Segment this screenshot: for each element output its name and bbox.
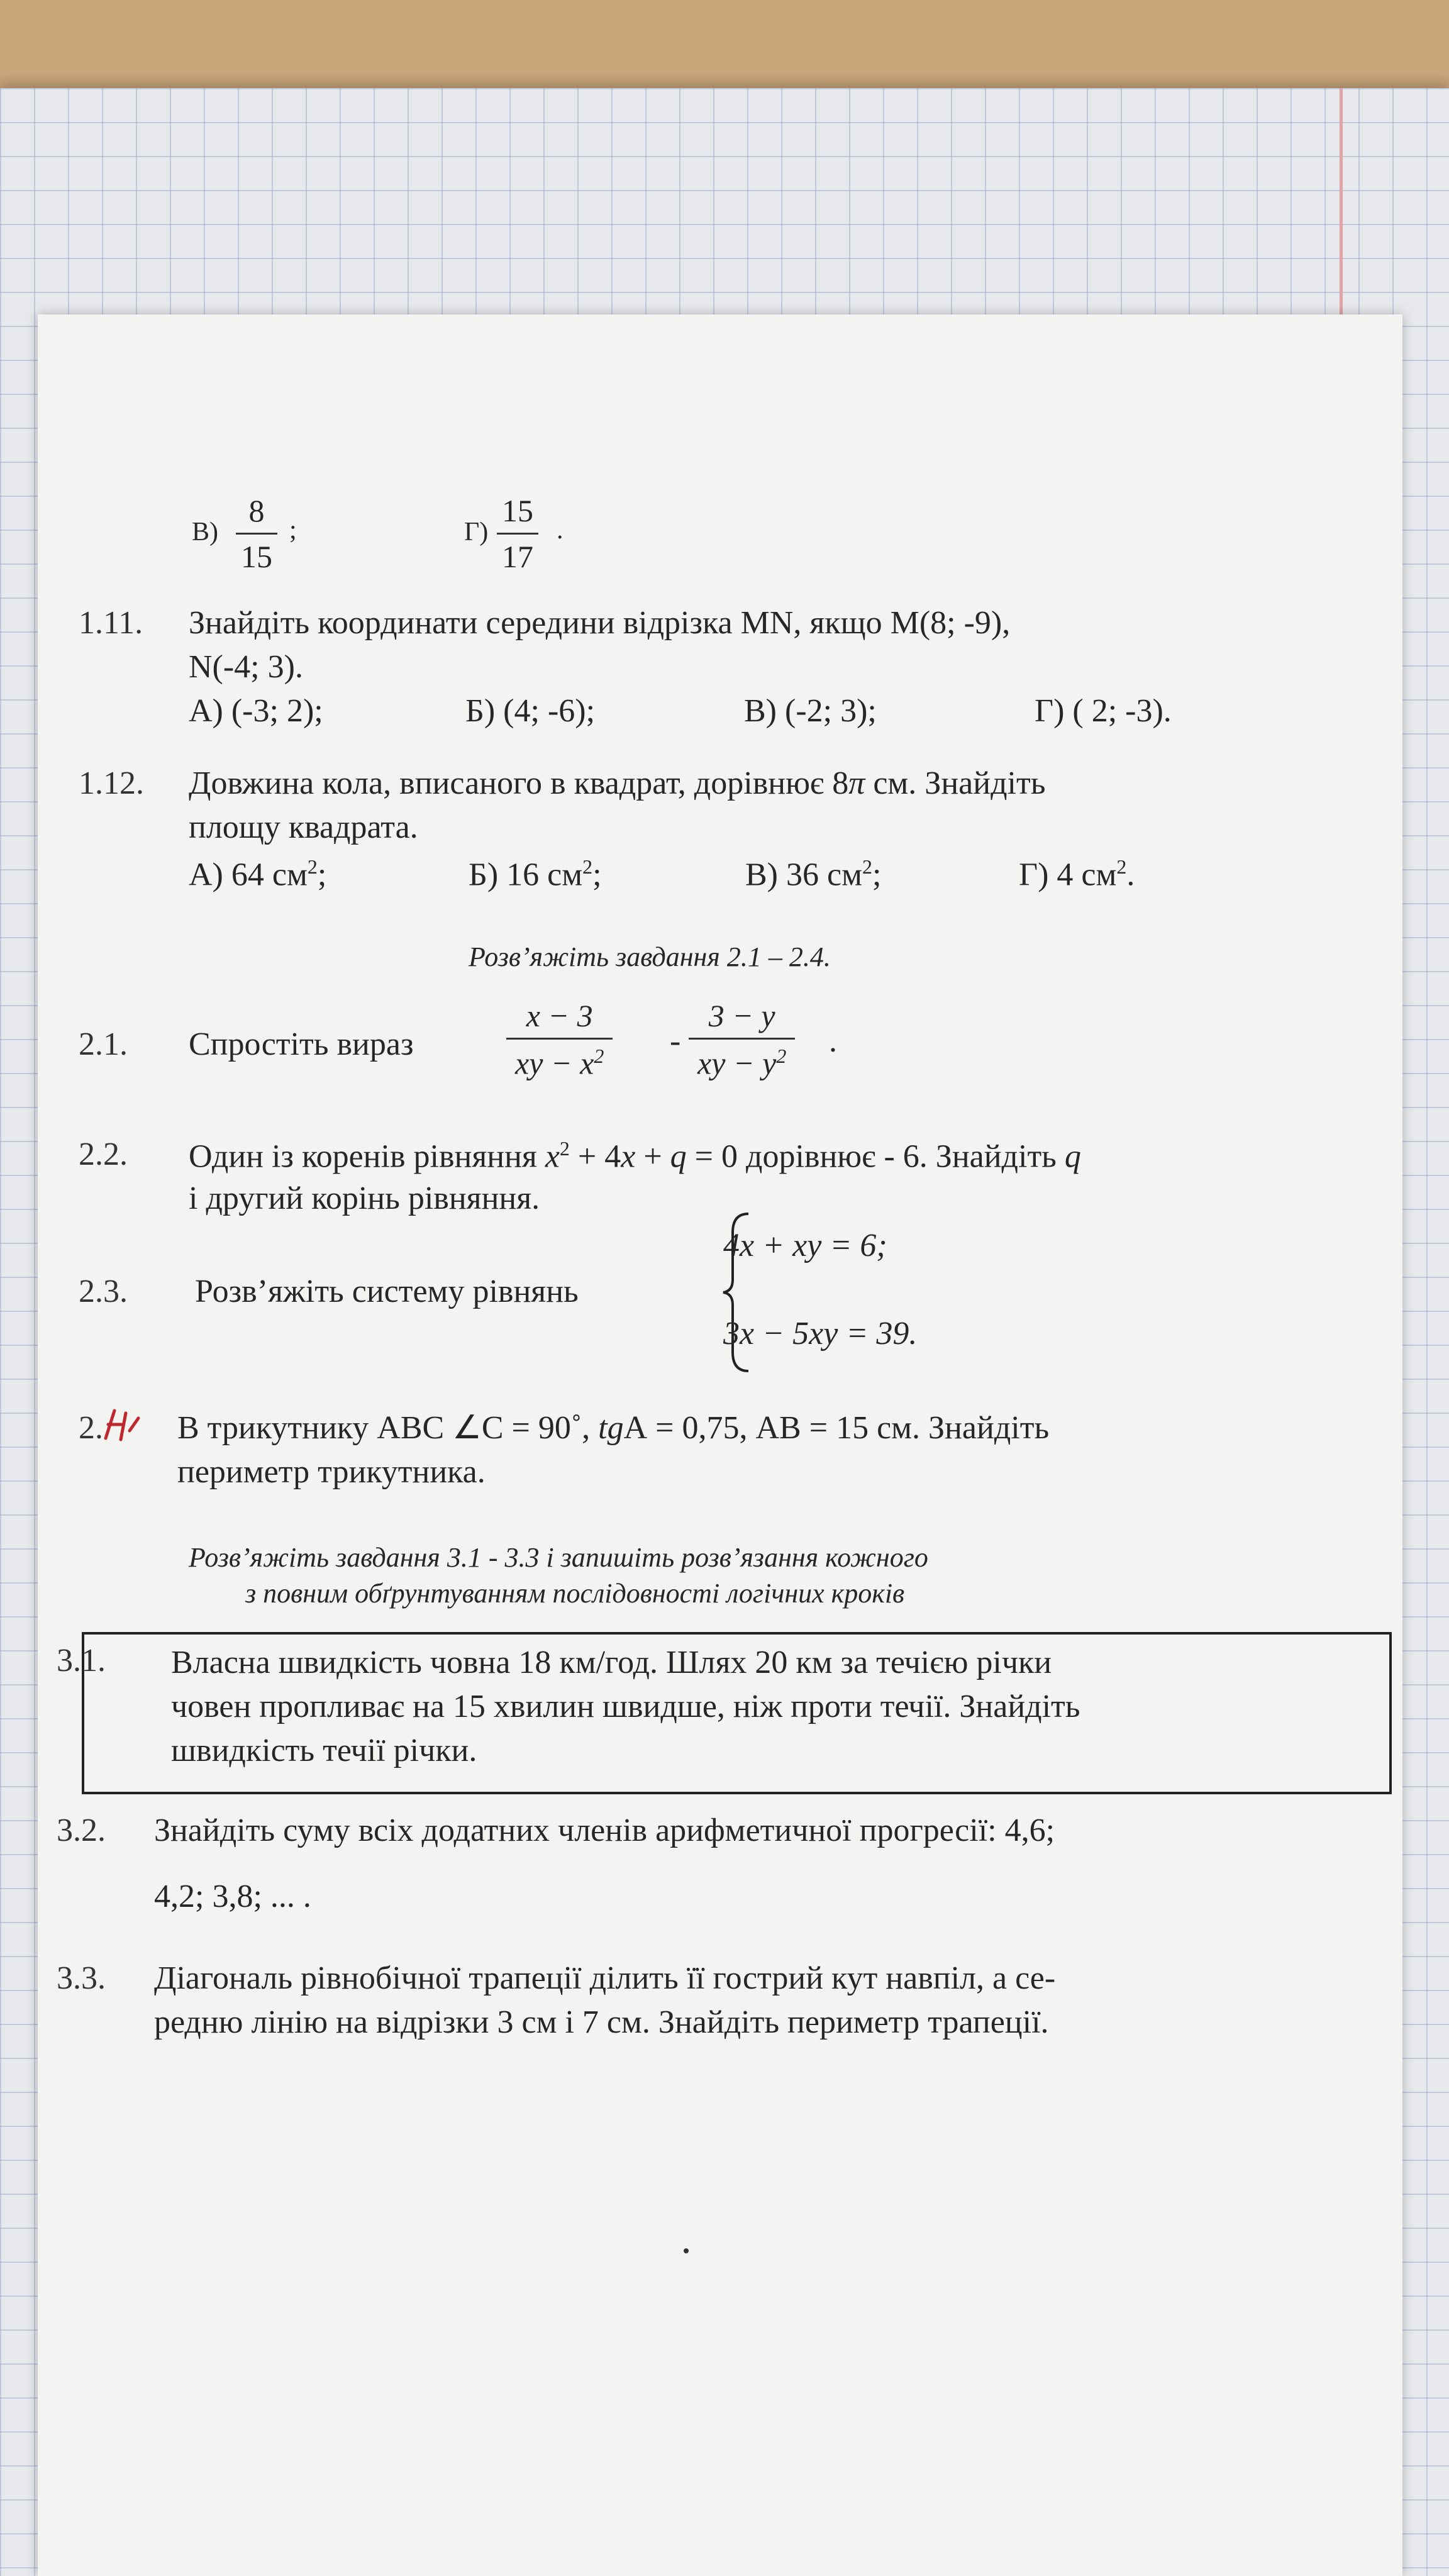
q1-10-option-v-fraction bbox=[236, 495, 277, 572]
q2-4-number: 2. bbox=[79, 1410, 103, 1446]
fraction-numerator: x − 3 bbox=[526, 998, 593, 1033]
superscript: 2 bbox=[307, 855, 318, 878]
fraction-denominator bbox=[689, 1038, 795, 1079]
superscript: 2 bbox=[559, 1137, 570, 1160]
equation-x: x bbox=[621, 1138, 636, 1175]
q2-1-fraction-1 bbox=[506, 1000, 613, 1079]
denominator-text: xy − y bbox=[697, 1045, 777, 1081]
q2-1-number: 2.1. bbox=[79, 1026, 128, 1062]
variable-q: q bbox=[1064, 1138, 1081, 1175]
q1-12-number: 1.12. bbox=[79, 765, 144, 801]
option-punct: . bbox=[1126, 857, 1135, 893]
q3-3-number: 3.3. bbox=[57, 1960, 106, 1996]
superscript: 2 bbox=[594, 1045, 604, 1067]
q2-4-text-a: В трикутнику АВС ∠С = 90˚, bbox=[177, 1410, 599, 1446]
q2-3-equation-2: 3x − 5xy = 39. bbox=[723, 1316, 918, 1352]
q3-2-number: 3.2. bbox=[57, 1813, 106, 1848]
option-text: А) 64 см bbox=[189, 857, 308, 893]
equation-q: q bbox=[670, 1138, 687, 1175]
fraction-numerator: 8 bbox=[248, 493, 265, 528]
option-text: Г) 4 см bbox=[1019, 857, 1117, 893]
q2-2-text-line2: і другий корінь рівняння. bbox=[189, 1180, 540, 1216]
q1-12-option-b bbox=[469, 857, 602, 891]
fraction-denominator: 17 bbox=[497, 533, 538, 572]
tangent-function: tg bbox=[598, 1410, 624, 1446]
equation-part: + 4 bbox=[569, 1138, 621, 1175]
q2-2-text-b: дорівнює - 6. Знайдіть bbox=[738, 1138, 1057, 1175]
q2-3-text: Розв’яжіть систему рівнянь bbox=[195, 1274, 579, 1309]
section-2-header: Розв’яжіть завдання 2.1 – 2.4. bbox=[469, 941, 831, 972]
q1-12-option-g bbox=[1019, 857, 1135, 891]
q2-1-fraction-2 bbox=[689, 1000, 795, 1079]
red-handwritten-mark-icon bbox=[101, 1406, 170, 1443]
superscript: 2 bbox=[776, 1045, 787, 1067]
q3-1-text-line2: човен пропливає на 15 хвилин швидше, ніж проти течії. Знайдіть bbox=[171, 1689, 1080, 1724]
superscript: 2 bbox=[862, 855, 872, 878]
q2-3-equation-1: 4x + xy = 6; bbox=[723, 1228, 887, 1263]
q2-1-end-dot: . bbox=[829, 1023, 837, 1059]
q1-11-option-a: А) (-3; 2); bbox=[189, 693, 323, 729]
denominator-text: xy − x bbox=[515, 1045, 594, 1081]
q2-3-number: 2.3. bbox=[79, 1274, 128, 1309]
equation-part: = 0 bbox=[686, 1138, 738, 1175]
option-text: В) 36 см bbox=[745, 857, 862, 893]
q3-3-text-line1: Діагональ рівнобічної трапеції ділить її гострий кут навпіл, а се- bbox=[154, 1960, 1056, 1996]
q1-10-option-g-dot: . bbox=[557, 516, 564, 545]
q1-11-text-line1: Знайдіть координати середини відрізка MN, якщо M(8; -9), bbox=[189, 605, 1011, 641]
fraction-denominator: 15 bbox=[236, 533, 277, 572]
q1-10-option-v-semicolon: ; bbox=[289, 516, 297, 545]
q2-1-minus: - bbox=[670, 1023, 681, 1059]
q1-11-number: 1.11. bbox=[79, 605, 143, 641]
q1-12-text-line2: площу квадрата. bbox=[189, 809, 418, 845]
section-3-header-line1: Розв’яжіть завдання 3.1 - 3.3 і запишіть розв’язання кожного bbox=[189, 1542, 928, 1573]
fraction-numerator: 3 − y bbox=[708, 998, 775, 1033]
pi-symbol: π bbox=[848, 765, 865, 801]
q2-4-text-b: А = 0,75, АВ = 15 см. Знайдіть bbox=[623, 1410, 1050, 1446]
q3-3-text-line2: редню лінію на відрізки 3 см і 7 см. Знайдіть периметр трапеції. bbox=[154, 2004, 1049, 2040]
q1-12-option-v bbox=[745, 857, 881, 891]
q2-2-number: 2.2. bbox=[79, 1136, 128, 1172]
section-3-header-line2: з повним обґрунтуванням послідовності логічних кроків bbox=[245, 1578, 905, 1609]
q1-10-option-g-label: Г) bbox=[464, 518, 489, 547]
option-text: Б) 16 см bbox=[469, 857, 583, 893]
q1-11-text-line2: N(-4; 3). bbox=[189, 649, 303, 685]
fraction-numerator: 15 bbox=[502, 493, 533, 528]
q1-12-text-part-a: Довжина кола, вписаного в квадрат, дорівнює 8 bbox=[189, 765, 849, 801]
q3-2-text-line2: 4,2; 3,8; ... . bbox=[154, 1879, 311, 1914]
superscript: 2 bbox=[582, 855, 593, 878]
q3-1-number: 3.1. bbox=[57, 1643, 106, 1679]
q2-2-text-a: Один із коренів рівняння bbox=[189, 1138, 537, 1175]
q1-10-option-g-fraction bbox=[497, 495, 538, 572]
q1-11-option-v: В) (-2; 3); bbox=[744, 693, 877, 729]
option-punct: ; bbox=[592, 857, 602, 893]
q1-12-option-a bbox=[189, 857, 326, 891]
q1-11-option-b: Б) (4; -6); bbox=[465, 693, 596, 729]
equation-x: x bbox=[545, 1138, 560, 1175]
option-punct: ; bbox=[317, 857, 327, 893]
q1-10-option-v-label: В) bbox=[192, 518, 218, 547]
q2-4-text-line2: периметр трикутника. bbox=[177, 1454, 486, 1490]
ink-dot bbox=[684, 2248, 689, 2253]
q1-12-text-line1 bbox=[189, 767, 1045, 800]
q2-4-text-line1 bbox=[177, 1412, 1049, 1445]
superscript: 2 bbox=[1116, 855, 1127, 878]
worksheet-paper bbox=[38, 314, 1402, 2576]
option-punct: ; bbox=[872, 857, 882, 893]
q3-2-text-line1: Знайдіть суму всіх додатних членів арифметичної прогресії: 4,6; bbox=[154, 1813, 1055, 1848]
fraction-denominator bbox=[506, 1038, 613, 1079]
q2-1-text: Спростіть вираз bbox=[189, 1026, 414, 1062]
q1-11-option-g: Г) ( 2; -3). bbox=[1035, 693, 1172, 729]
q3-1-text-line1: Власна швидкість човна 18 км/год. Шлях 20 км за течією річки bbox=[171, 1645, 1052, 1680]
q2-2-text-line1 bbox=[189, 1138, 1081, 1173]
q1-12-text-part-b: см. Знайдіть bbox=[873, 765, 1046, 801]
q3-1-text-line3: швидкість течії річки. bbox=[171, 1733, 477, 1768]
equation-part: + bbox=[635, 1138, 670, 1175]
